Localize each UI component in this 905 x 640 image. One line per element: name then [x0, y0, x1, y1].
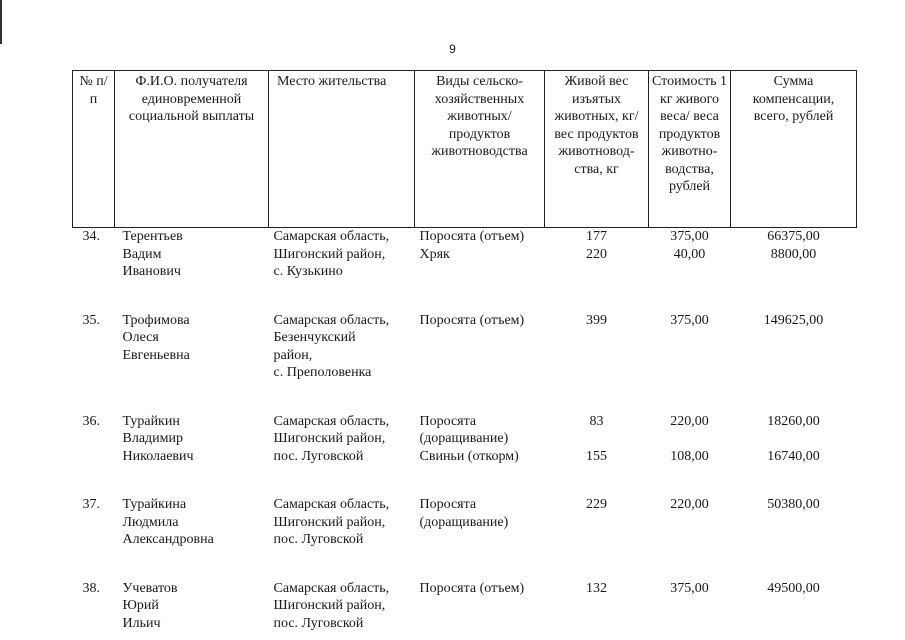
- live-weight: 229: [586, 497, 607, 512]
- header-num: № п/п: [73, 71, 115, 228]
- recipient-name: Турайкин Владимир Николаевич: [122, 413, 194, 464]
- compensation-sum: 66375,00 8800,00: [767, 229, 820, 262]
- table-row: [73, 228, 857, 281]
- animal-kind: Поросята (доращивание) Свиньи (откорм): [419, 413, 519, 464]
- recipient-name: Учеватов Юрий Ильич: [122, 580, 178, 631]
- row-number: 36.: [82, 413, 100, 429]
- header-name: Ф.И.О. получателя единовременной социальной выплаты: [115, 71, 269, 228]
- table-row: [73, 580, 857, 633]
- animal-kind: Поросята (отъем): [419, 580, 525, 596]
- scan-margin-line: [0, 0, 2, 44]
- residence: Самарская область, Шигонский район, пос. Луговской: [273, 497, 390, 547]
- page-number: 9: [449, 42, 456, 56]
- residence: Самарская область, Шигонский район, с. Кузькино: [273, 229, 390, 279]
- compensation-sum: 149625,00: [763, 312, 824, 328]
- animal-kind: Поросята (отъем): [419, 312, 525, 328]
- animal-kind: Поросята (отъем) Хряк: [419, 229, 525, 262]
- price-per-kg: 220,00 108,00: [670, 413, 709, 464]
- live-weight: 177 220: [586, 229, 607, 262]
- compensation-sum: 49500,00: [767, 580, 820, 596]
- residence: Самарская область, Шигонский район, пос. Луговской: [273, 580, 390, 631]
- price-per-kg: 375,00: [670, 580, 709, 596]
- compensation-sum: 18260,00 16740,00: [767, 413, 820, 464]
- row-number: 35.: [82, 312, 100, 328]
- live-weight: 83 155: [586, 413, 607, 464]
- table-row: [73, 413, 857, 466]
- animal-kind: Поросята (доращивание): [419, 497, 509, 530]
- recipient-name: Трофимова Олеся Евгеньевна: [122, 312, 190, 363]
- compensation-sum: 50380,00: [767, 497, 820, 512]
- live-weight: 399: [586, 312, 607, 328]
- row-number: 37.: [82, 497, 100, 512]
- table-row: [73, 312, 857, 382]
- header-kind: Виды сельско-хозяйственных животных/ продуктов животноводства: [415, 71, 545, 228]
- price-per-kg: 375,00 40,00: [670, 229, 709, 262]
- header-place: Место жительства: [269, 71, 415, 228]
- header-price: Стоимость 1 кг живого веса/ веса продуктов животно-водства, рублей: [649, 71, 731, 228]
- recipient-name: Терентьев Вадим Иванович: [122, 229, 183, 279]
- row-number: 38.: [82, 580, 100, 596]
- table-row: [73, 496, 857, 549]
- residence: Самарская область, Безенчукский район, с. Преполовенка: [273, 312, 390, 380]
- residence: Самарская область, Шигонский район, пос. Луговской: [273, 413, 390, 464]
- compensation-table: [72, 70, 857, 632]
- recipient-name: Турайкина Людмила Александровна: [122, 497, 214, 547]
- table-header-row: [73, 71, 857, 228]
- row-number: 34.: [82, 229, 100, 244]
- price-per-kg: 220,00: [670, 497, 709, 512]
- header-sum: Сумма компенсации, всего, рублей: [731, 71, 857, 228]
- live-weight: 132: [586, 580, 607, 596]
- price-per-kg: 375,00: [670, 312, 709, 328]
- header-weight: Живой вес изъятых животных, кг/вес продуктов животновод-ства, кг: [545, 71, 649, 228]
